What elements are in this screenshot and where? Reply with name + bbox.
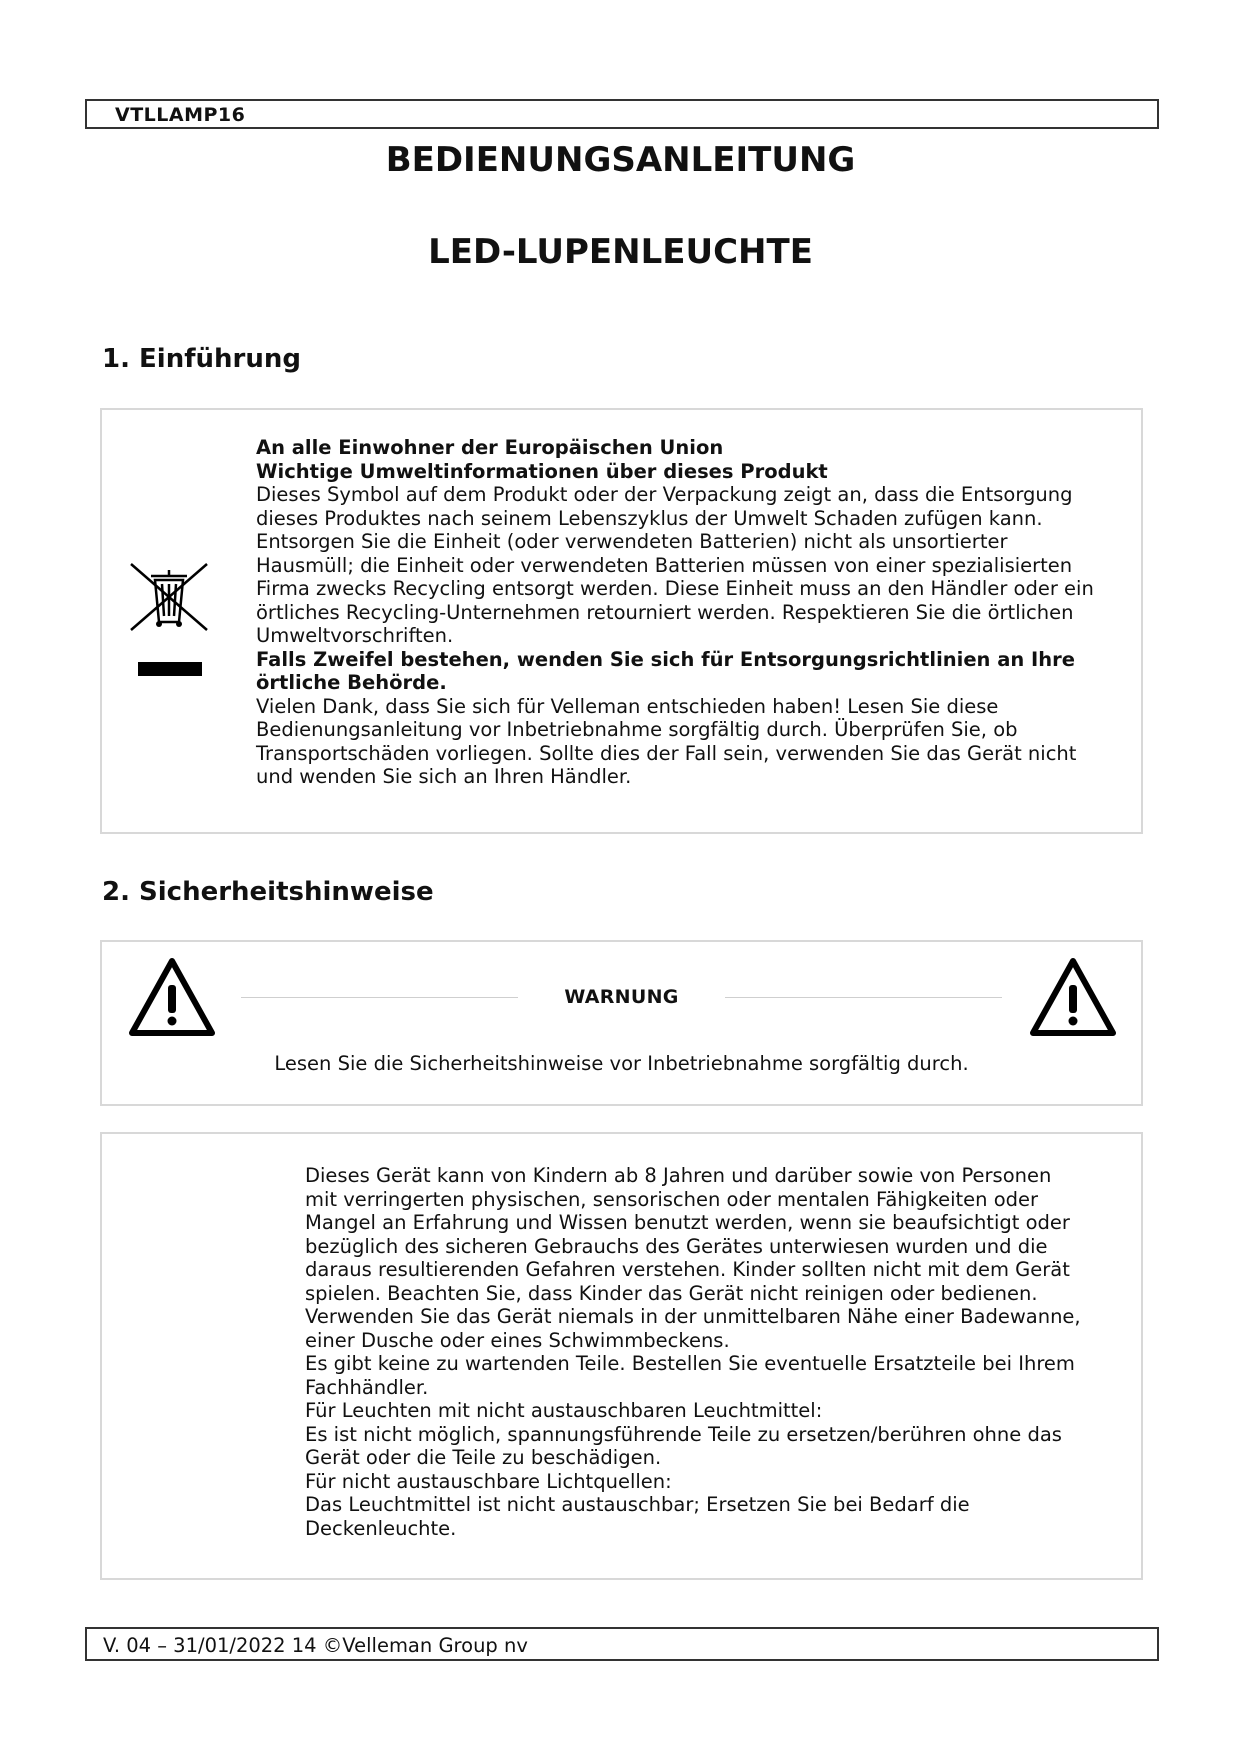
safety-text bbox=[305, 1164, 1085, 1540]
warning-triangle-icon bbox=[128, 957, 216, 1037]
crossed-bin-icon bbox=[129, 562, 209, 632]
safety-paragraph: Für Leuchten mit nicht austauschbaren Leuchtmittel: bbox=[305, 1399, 823, 1422]
weee-bar bbox=[138, 662, 202, 676]
footer-text: V. 04 – 31/01/2022 14 ©Velleman Group nv bbox=[103, 1634, 528, 1657]
warning-text: Lesen Sie die Sicherheitshinweise vor Inbetriebnahme sorgfältig durch. bbox=[274, 1052, 969, 1075]
safety-paragraph: Es gibt keine zu wartenden Teile. Bestellen Sie eventuelle Ersatzteile bei Ihrem Fachhändler. bbox=[305, 1352, 1075, 1399]
warning-triangle-icon bbox=[1029, 957, 1117, 1037]
warning-box bbox=[100, 940, 1143, 1106]
safety-paragraph: Das Leuchtmittel ist nicht austauschbar; Ersetzen Sie bei Bedarf die Deckenleuchte. bbox=[305, 1493, 970, 1540]
env-heading-2: Wichtige Umweltinformationen über dieses Produkt bbox=[256, 459, 828, 483]
safety-instructions-box bbox=[100, 1132, 1143, 1580]
product-title: LED-LUPENLEUCHTE bbox=[428, 232, 813, 272]
section-heading-introduction: 1. Einführung bbox=[102, 344, 301, 374]
warning-label: WARNUNG bbox=[564, 986, 679, 1008]
safety-paragraph: Dieses Gerät kann von Kindern ab 8 Jahren und darüber sowie von Personen mit verringerten physischen, sensorischen oder mentalen Fähigkeiten oder Mangel an Erfahrung und Wissen benutzt werden, wenn sie beaufsichtigt oder bezüglich des sicheren Gebrauchs des Gerätes unterwiesen wurden und die daraus resultierenden Gefahren verstehen. Kinder sollten nicht mit dem Gerät spielen. Beachten Sie, dass Kinder das Gerät nicht reinigen oder bedienen. bbox=[305, 1164, 1070, 1305]
warning-rule-right bbox=[725, 997, 1002, 998]
environment-notice-box bbox=[100, 408, 1143, 834]
footer-box bbox=[85, 1627, 1159, 1661]
environment-notice-text bbox=[256, 436, 1096, 789]
section-heading-safety: 2. Sicherheitshinweise bbox=[102, 877, 434, 907]
env-body: Dieses Symbol auf dem Produkt oder der Verpackung zeigt an, dass die Entsorgung dieses Produktes nach seinem Lebenszyklus der Umwelt Schaden zufügen kann. Entsorgen Sie die Einheit (oder verwendeten Batterien) nicht als unsortierter Hausmüll; die Einheit oder verwendeten Batterien müssen von einer spezialisierten Firma zwecks Recycling entsorgt werden. Diese Einheit muss an den Händler oder ein örtliches Recycling-Unternehmen retourniert werden. Respektieren Sie die örtlichen Umweltvorschriften. bbox=[256, 483, 1094, 647]
warning-rule-left bbox=[241, 997, 518, 998]
header-box bbox=[85, 99, 1159, 129]
safety-paragraph: Verwenden Sie das Gerät niemals in der unmittelbaren Nähe einer Badewanne, einer Dusche oder eines Schwimmbeckens. bbox=[305, 1305, 1081, 1352]
env-bold-note: Falls Zweifel bestehen, wenden Sie sich für Entsorgungsrichtlinien an Ihre örtliche Behörde. bbox=[256, 647, 1076, 694]
safety-paragraph: Es ist nicht möglich, spannungsführende Teile zu ersetzen/berühren ohne das Gerät oder die Teile zu beschädigen. bbox=[305, 1422, 1062, 1469]
document-title: BEDIENUNGSANLEITUNG bbox=[385, 140, 856, 180]
product-code: VTLLAMP16 bbox=[115, 104, 246, 126]
env-heading-1: An alle Einwohner der Europäischen Union bbox=[256, 436, 724, 459]
safety-paragraph: Für nicht austauschbare Lichtquellen: bbox=[305, 1469, 672, 1493]
env-thanks: Vielen Dank, dass Sie sich für Velleman entschieden haben! Lesen Sie diese Bedienungsanleitung vor Inbetriebnahme sorgfältig durch. Überprüfen Sie, ob Transportschäden vorliegen. Sollte dies der Fall sein, verwenden Sie das Gerät nicht und wenden Sie sich an Ihren Händler. bbox=[256, 694, 1077, 788]
